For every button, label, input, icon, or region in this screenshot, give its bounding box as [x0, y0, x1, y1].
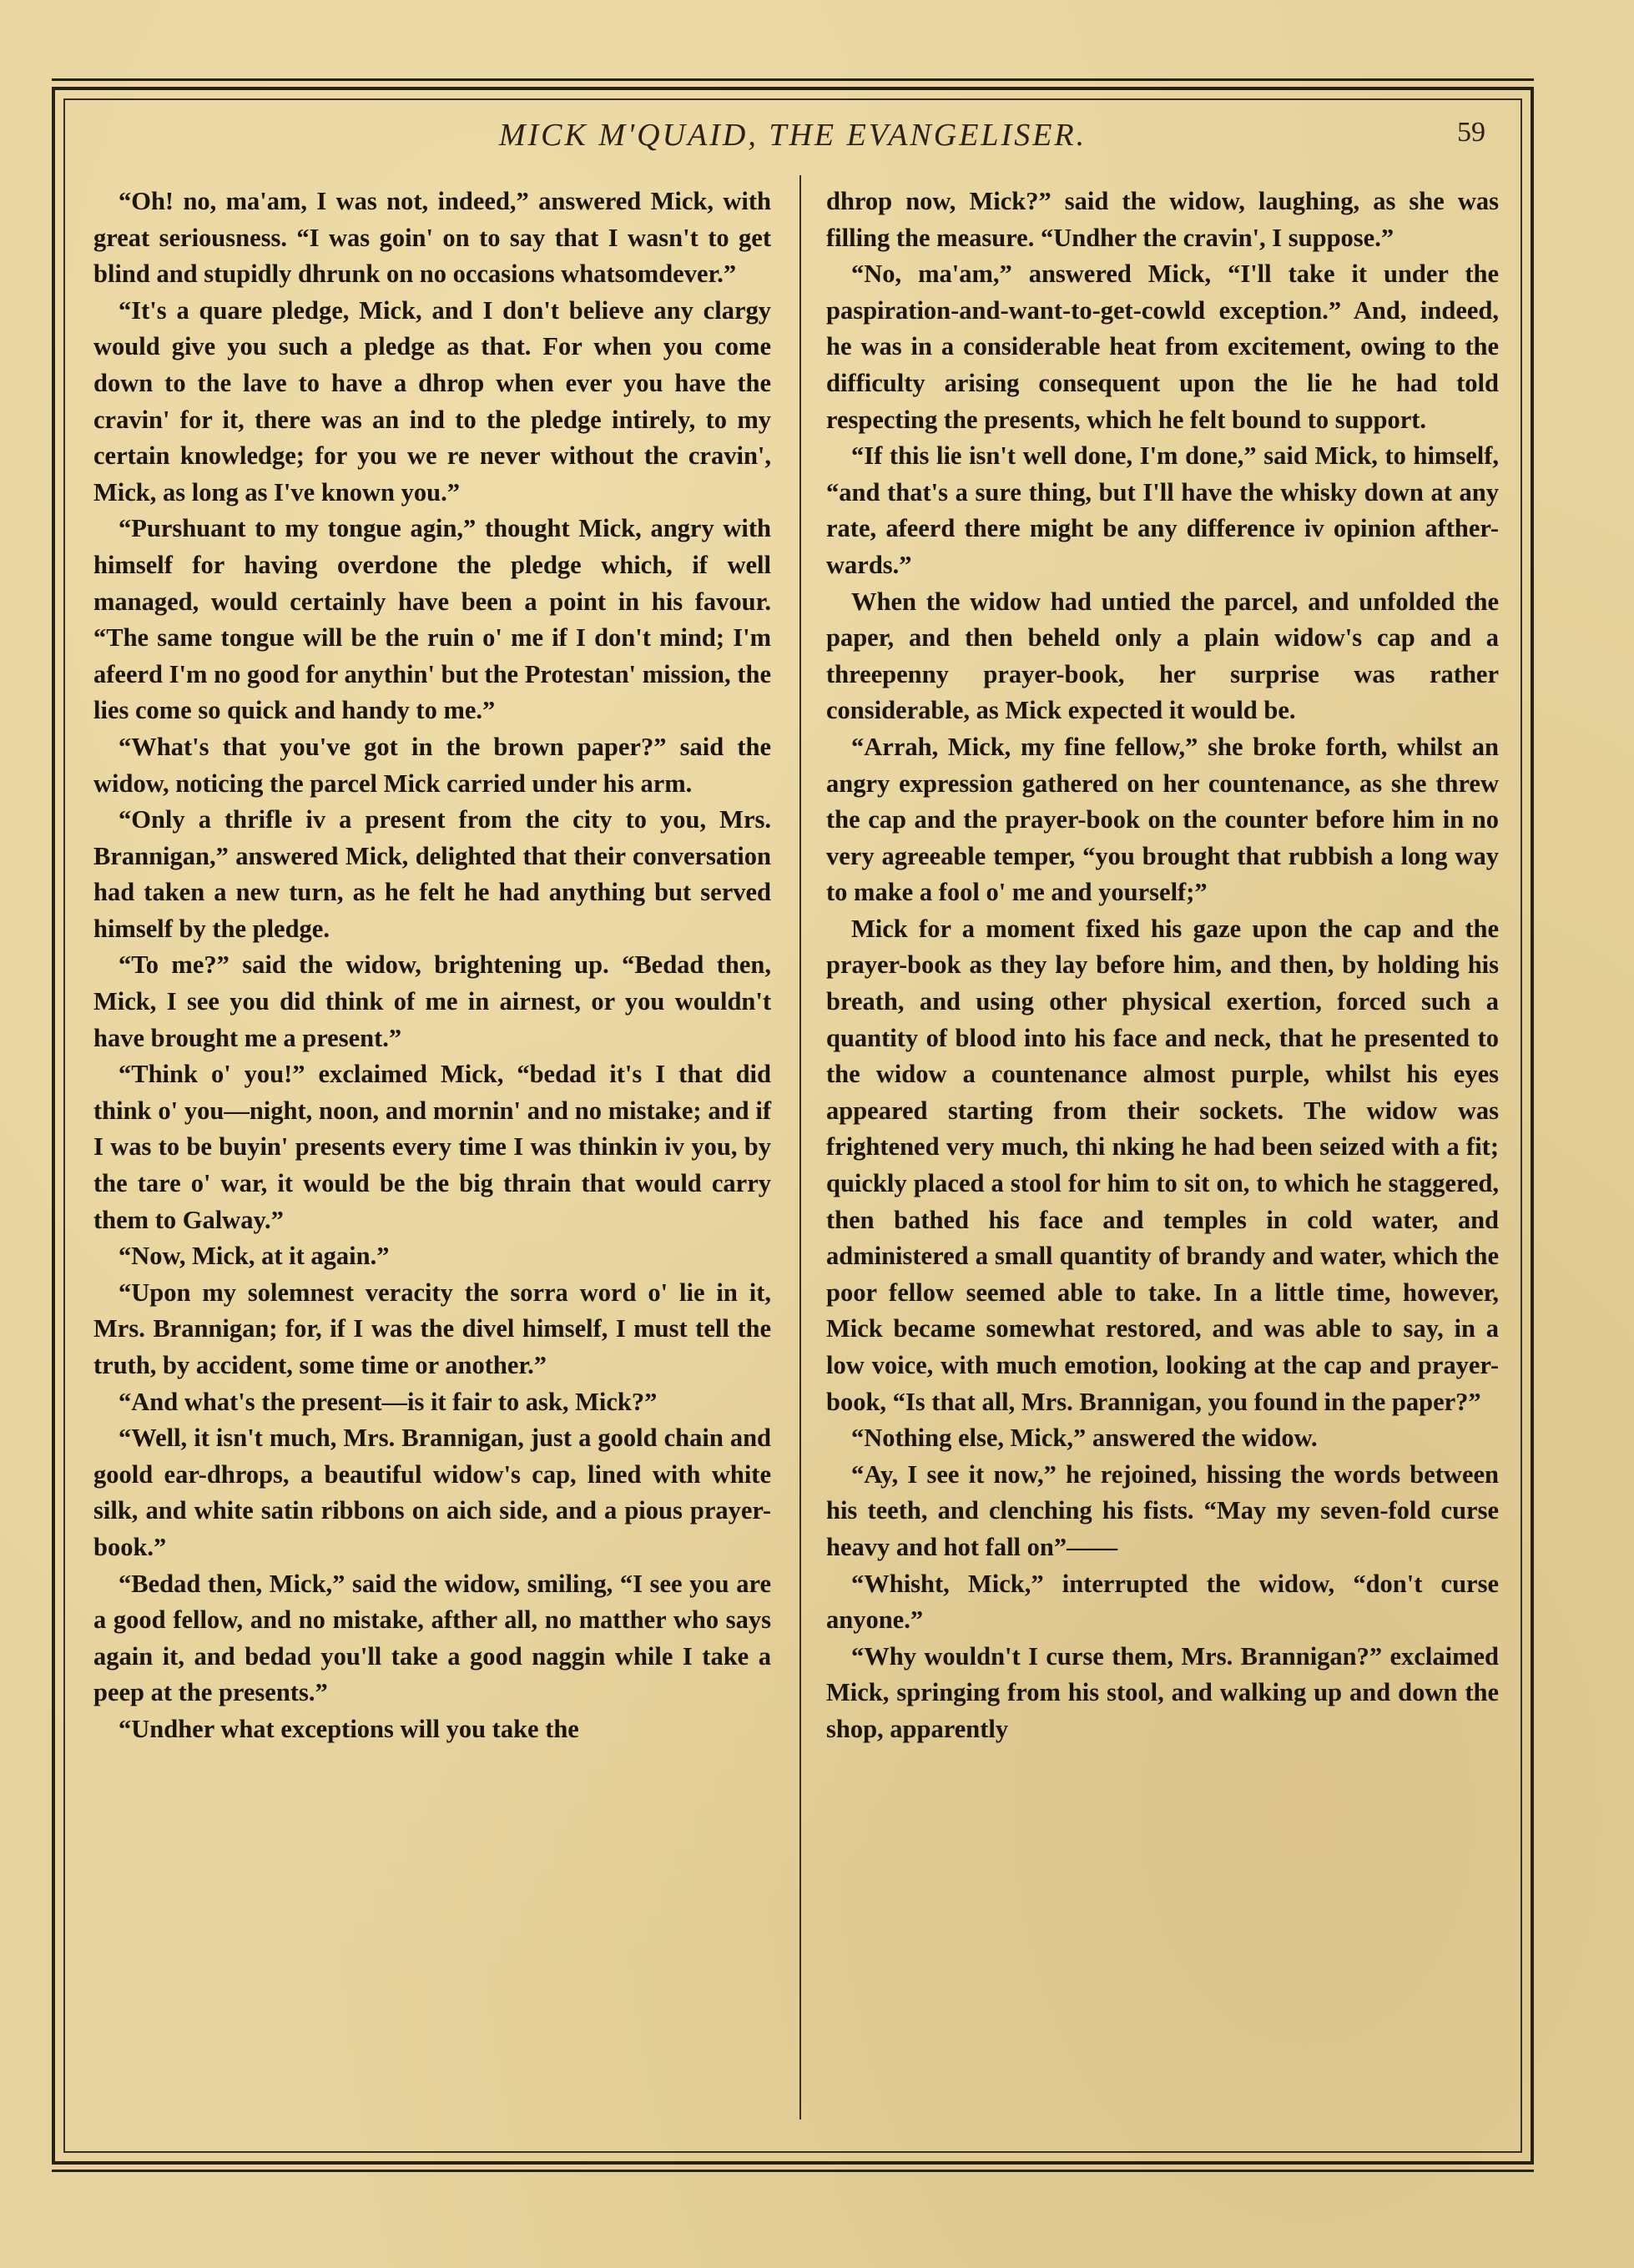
- paragraph: “To me?” said the widow, brightening up. “Bedad then, Mick, I see you did think of me in airnest, or you wouldn't have brought me a present.”: [93, 950, 771, 1052]
- paragraph: dhrop now, Mick?” said the widow, laughing, as she was filling the measure. “Undher the cravin', I suppose.”: [826, 187, 1499, 252]
- paragraph: “Now, Mick, at it again.”: [119, 1242, 390, 1271]
- bottom-rule: [52, 2170, 1534, 2172]
- paragraph: “Whisht, Mick,” interrupted the widow, “don't curse anyone.”: [826, 1569, 1499, 1635]
- paragraph: “What's that you've got in the brown paper?” said the widow, noticing the parcel Mick carried under his arm.: [93, 732, 771, 798]
- paragraph: “Think o' you!” exclaimed Mick, “bedad it's I that did think o' you—night, noon, and mornin' and no mistake; and if I was to be buyin' presents every time I was thinkin iv you, by the tare o' war, it would be the big thrain that would carry them to Galway.”: [93, 1060, 771, 1234]
- right-column: [826, 184, 1499, 1748]
- paragraph: “And what's the present—is it fair to ask, Mick?”: [119, 1387, 658, 1416]
- paragraph: “If this lie isn't well done, I'm done,” said Mick, to himself, “and that's a sure thing, but I'll have the whisky down at any rate, afeerd there might be any difference iv opinion afther-wards.”: [826, 441, 1499, 579]
- paragraph: “Oh! no, ma'am, I was not, indeed,” answered Mick, with great seriousness. “I was goin' on to say that I wasn't to get blind and stupidly dhrunk on no occasions whatsomdever.”: [93, 187, 771, 289]
- paragraph: “Why wouldn't I curse them, Mrs. Brannigan?” exclaimed Mick, springing from his stool, and walking up and down the shop, apparently: [826, 1641, 1499, 1743]
- paragraph: “Nothing else, Mick,” answered the widow.: [851, 1424, 1318, 1453]
- paragraph: “Well, it isn't much, Mrs. Brannigan, just a goold chain and goold ear-dhrops, a beautiful widow's cap, lined with white silk, and white satin ribbons on aich side, and a pious prayer-book.”: [93, 1424, 771, 1561]
- page-header: [75, 117, 1510, 167]
- paragraph: When the widow had untied the parcel, and unfolded the paper, and then beheld only a plain widow's cap and a threepenny prayer-book, her surprise was rather considerable, as Mick expected it would be.: [826, 587, 1499, 725]
- paragraph: “Undher what exceptions will you take the: [119, 1714, 579, 1743]
- paragraph: “It's a quare pledge, Mick, and I don't believe any clargy would give you such a pledge as that. For when you come down to the lave to have a dhrop when ever you have the cravin' for it, there was an ind to the pledge intirely, to my certain knowledge; for you we re never without the cravin', Mick, as long as I've known you.”: [93, 295, 771, 507]
- running-title: MICK M'QUAID, THE EVANGELISER.: [498, 118, 1087, 153]
- paragraph: “Upon my solemnest veracity the sorra word o' lie in it, Mrs. Brannigan; for, if I was the divel himself, I must tell the truth, by accident, some time or another.”: [93, 1278, 771, 1379]
- column-divider: [799, 175, 801, 2119]
- paragraph: “Arrah, Mick, my fine fellow,” she broke forth, whilst an angry expression gathered on her countenance, as she threw the cap and the prayer-book on the counter before him in no very agreeable temper, “you brought that rubbish a long way to make a fool o' me and yourself;”: [826, 732, 1499, 907]
- top-rule: [52, 78, 1534, 81]
- paragraph: “Purshuant to my tongue agin,” thought Mick, angry with himself for having overdone the pledge which, if well managed, would certainly have been a point in his favour. “The same tongue will be the ruin o' me if I don't mind; I'm afeerd I'm no good for anythin' but the Protestan' mission, the lies come so quick and handy to me.”: [93, 514, 771, 725]
- paragraph: “Ay, I see it now,” he rejoined, hissing the words between his teeth, and clenching his fists. “May my seven-fold curse heavy and hot fall on”——: [826, 1459, 1499, 1561]
- paragraph: “Only a thrifle iv a present from the city to you, Mrs. Brannigan,” answered Mick, delighted that their conversation had taken a new turn, as he felt he had anything but served himself by the pledge.: [93, 805, 771, 943]
- paragraph: Mick for a moment fixed his gaze upon the cap and the prayer-book as they lay before him, and then, by holding his breath, and using other physical exertion, forced such a quantity of blood into his face and neck, that he presented to the widow a countenance almost purple, whilst his eyes appeared starting from their sockets. The widow was frightened very much, thi nking he had been seized with a fit; quickly placed a stool for him to sit on, to which he staggered, then bathed his face and temples in cold water, and administered a small quantity of brandy and water, which the poor fellow seemed able to take. In a little time, however, Mick became somewhat restored, and was able to say, in a low voice, with much emotion, looking at the cap and prayer-book, “Is that all, Mrs. Brannigan, you found in the paper?”: [826, 914, 1499, 1416]
- page-number: 59: [1457, 117, 1485, 148]
- paragraph: “Bedad then, Mick,” said the widow, smiling, “I see you are a good fellow, and no mistake, afther all, no matther who says again it, and bedad you'll take a good naggin while I take a peep at the presents.”: [93, 1569, 771, 1707]
- left-column: [93, 184, 771, 1748]
- paragraph: “No, ma'am,” answered Mick, “I'll take it under the paspiration-and-want-to-get-cowld exception.” And, indeed, he was in a considerable heat from excitement, owing to the difficulty arising consequent upon the lie he had told respecting the presents, which he felt bound to support.: [826, 260, 1499, 434]
